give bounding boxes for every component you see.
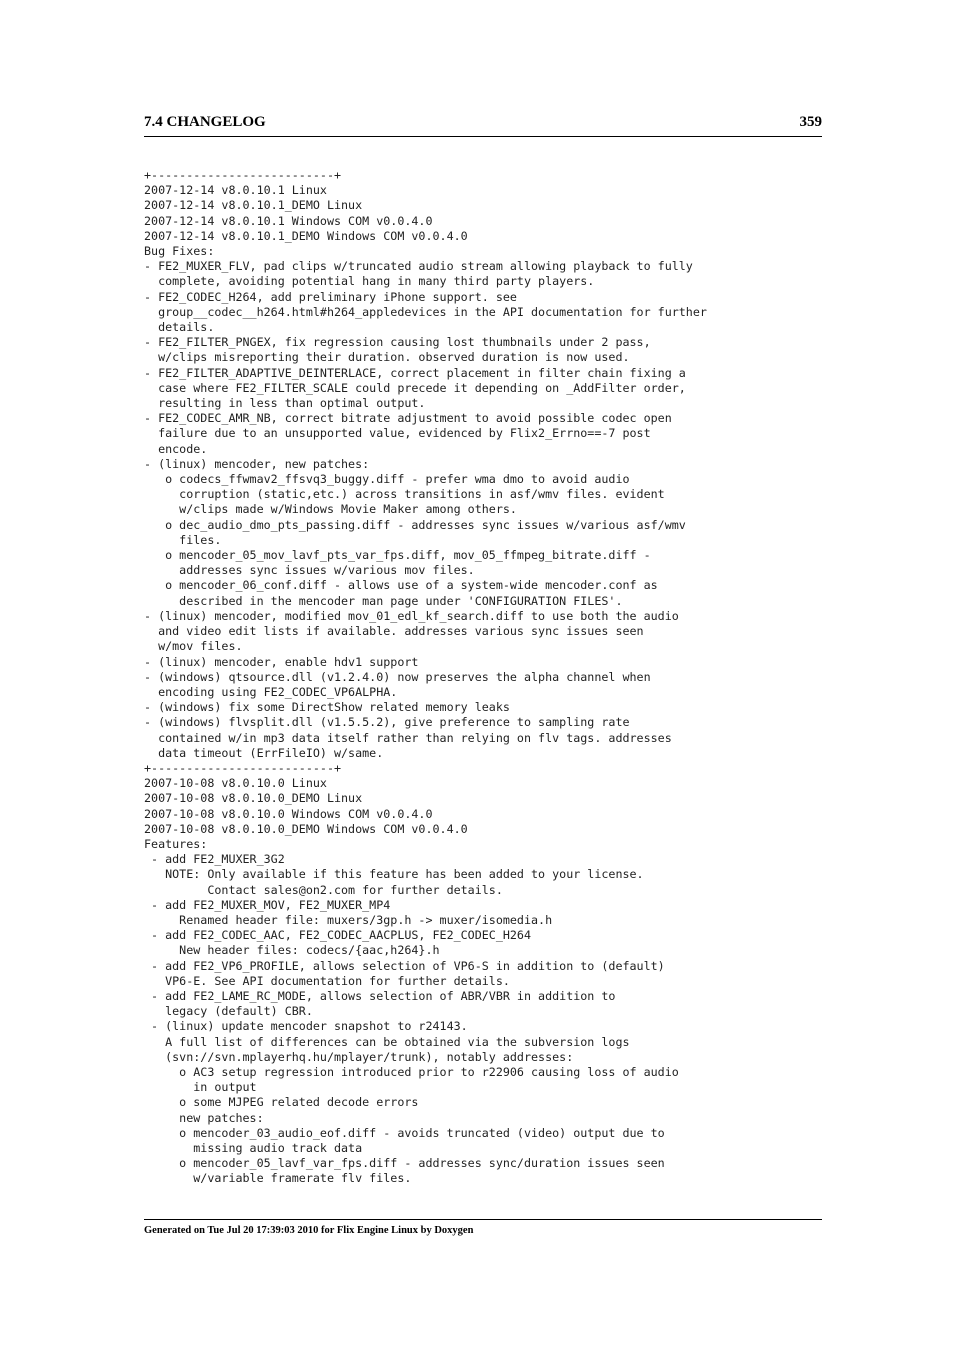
changelog-line: missing audio track data xyxy=(144,1141,363,1155)
changelog-line: Contact sales@on2.com for further details. xyxy=(144,882,503,897)
changelog-line: data timeout (ErrFileIO) w/same. xyxy=(144,745,384,760)
changelog-line: in output xyxy=(144,1080,257,1095)
changelog-line: failure due to an unsupported value, evidenced by Flix2_Errno==-7 post xyxy=(144,426,651,441)
changelog-line: described in the mencoder man page under 'CONFIGURATION FILES'. xyxy=(144,593,623,608)
changelog-line: NOTE: Only available if this feature has been added to your license. xyxy=(144,867,644,882)
changelog-line: 2007-12-14 v8.0.10.1 Windows COM v0.0.4.0 xyxy=(144,213,433,228)
changelog-text xyxy=(144,168,824,1187)
changelog-line: Bug Fixes: xyxy=(144,244,215,259)
changelog-line: files. xyxy=(144,532,222,547)
changelog-line: VP6-E. See API documentation for further details. xyxy=(144,973,510,988)
changelog-line: - FE2_FILTER_ADAPTIVE_DEINTERLACE, correct placement in filter chain fixing a xyxy=(144,365,686,380)
changelog-line: o mencoder_03_audio_eof.diff - avoids truncated (video) output due to xyxy=(144,1125,665,1140)
changelog-line: +--------------------------+ xyxy=(144,760,342,775)
changelog-line: w/clips misreporting their duration. observed duration is now used. xyxy=(144,350,630,365)
changelog-line: encode. xyxy=(144,441,208,456)
changelog-line: A full list of differences can be obtained via the subversion logs xyxy=(144,1034,630,1049)
changelog-line: resulting in less than optimal output. xyxy=(144,396,426,411)
changelog-line: - add FE2_VP6_PROFILE, allows selection of VP6-S in addition to (default) xyxy=(144,958,665,973)
changelog-line: Renamed header file: muxers/3gp.h -> muxer/isomedia.h xyxy=(144,912,553,927)
changelog-line: New header files: codecs/{aac,h264}.h xyxy=(144,943,440,958)
changelog-line: o mencoder_06_conf.diff - allows use of a system-wide mencoder.conf as xyxy=(144,578,658,593)
changelog-line: - FE2_FILTER_PNGEX, fix regression causing lost thumbnails under 2 pass, xyxy=(144,335,651,350)
changelog-line: - (linux) mencoder, modified mov_01_edl_kf_search.diff to use both the audio xyxy=(144,608,679,623)
page-number: 359 xyxy=(799,114,822,130)
changelog-line: - (linux) mencoder, new patches: xyxy=(144,456,370,471)
page-header xyxy=(144,114,822,137)
changelog-line: complete, avoiding potential hang in many third party players. xyxy=(144,274,595,289)
changelog-line: contained w/in mp3 data itself rather than relying on flv tags. addresses xyxy=(144,730,672,745)
changelog-line: w/clips made w/Windows Movie Maker among others. xyxy=(144,502,517,517)
changelog-line: - add FE2_LAME_RC_MODE, allows selection of ABR/VBR in addition to xyxy=(144,988,616,1003)
changelog-line: details. xyxy=(144,320,215,335)
changelog-line: o some MJPEG related decode errors xyxy=(144,1095,419,1110)
changelog-line: 2007-12-14 v8.0.10.1 Linux xyxy=(144,183,327,198)
changelog-line: o mencoder_05_mov_lavf_pts_var_fps.diff, mov_05_ffmpeg_bitrate.diff - xyxy=(144,548,651,563)
changelog-line: o codecs_ffwmav2_ffsvq3_buggy.diff - prefer wma dmo to avoid audio xyxy=(144,472,630,487)
changelog-line: Features: xyxy=(144,836,208,851)
changelog-line: 2007-12-14 v8.0.10.1_DEMO Windows COM v0.0.4.0 xyxy=(144,228,468,243)
changelog-line: w/mov files. xyxy=(144,639,243,654)
changelog-line: - (windows) fix some DirectShow related memory leaks xyxy=(144,700,510,715)
changelog-line: 2007-10-08 v8.0.10.0 Windows COM v0.0.4.0 xyxy=(144,806,433,821)
changelog-line: - (linux) mencoder, enable hdv1 support xyxy=(144,654,419,669)
changelog-line: - (linux) update mencoder snapshot to r24143. xyxy=(144,1019,468,1034)
changelog-line: - add FE2_MUXER_3G2 xyxy=(144,852,285,867)
changelog-line: w/variable framerate flv files. xyxy=(144,1171,412,1186)
section-title: 7.4 CHANGELOG xyxy=(144,114,266,130)
changelog-line: - FE2_CODEC_H264, add preliminary iPhone support. see xyxy=(144,289,517,304)
changelog-line: legacy (default) CBR. xyxy=(144,1004,313,1019)
changelog-line: - add FE2_MUXER_MOV, FE2_MUXER_MP4 xyxy=(144,897,391,912)
changelog-line: o AC3 setup regression introduced prior to r22906 causing loss of audio xyxy=(144,1064,679,1079)
changelog-line: case where FE2_FILTER_SCALE could precede it depending on _AddFilter order, xyxy=(144,380,686,395)
changelog-line: 2007-10-08 v8.0.10.0 Linux xyxy=(144,776,327,791)
changelog-line: - add FE2_CODEC_AAC, FE2_CODEC_AACPLUS, FE2_CODEC_H264 xyxy=(144,928,532,943)
changelog-line: encoding using FE2_CODEC_VP6ALPHA. xyxy=(144,684,398,699)
changelog-line: o dec_audio_dmo_pts_passing.diff - addresses sync issues w/various asf/wmv xyxy=(144,517,686,532)
changelog-line: o mencoder_05_lavf_var_fps.diff - addresses sync/duration issues seen xyxy=(144,1156,665,1171)
changelog-line: new patches: xyxy=(144,1110,264,1125)
changelog-line: and video edit lists if available. addresses various sync issues seen xyxy=(144,624,644,639)
changelog-line: - FE2_MUXER_FLV, pad clips w/truncated audio stream allowing playback to fully xyxy=(144,259,693,274)
changelog-line: - (windows) qtsource.dll (v1.2.4.0) now preserves the alpha channel when xyxy=(144,669,651,684)
changelog-line: 2007-10-08 v8.0.10.0_DEMO Windows COM v0.0.4.0 xyxy=(144,821,468,836)
changelog-line: group__codec__h264.html#h264_appledevices in the API documentation for further xyxy=(144,304,707,319)
changelog-line: - (windows) flvsplit.dll (v1.5.5.2), give preference to sampling rate xyxy=(144,715,630,730)
changelog-line: (svn://svn.mplayerhq.hu/mplayer/trunk), notably addresses: xyxy=(144,1049,574,1064)
page-footer: Generated on Tue Jul 20 17:39:03 2010 for Flix Engine Linux by Doxygen xyxy=(144,1225,474,1236)
changelog-line: 2007-12-14 v8.0.10.1_DEMO Linux xyxy=(144,198,363,213)
changelog-line: +--------------------------+ xyxy=(144,168,342,182)
footer-rule xyxy=(144,1219,822,1220)
changelog-line: corruption (static,etc.) across transitions in asf/wmv files. evident xyxy=(144,487,665,502)
changelog-line: - FE2_CODEC_AMR_NB, correct bitrate adjustment to avoid possible codec open xyxy=(144,411,672,426)
changelog-line: addresses sync issues w/various mov files. xyxy=(144,563,475,578)
changelog-line: 2007-10-08 v8.0.10.0_DEMO Linux xyxy=(144,791,363,806)
